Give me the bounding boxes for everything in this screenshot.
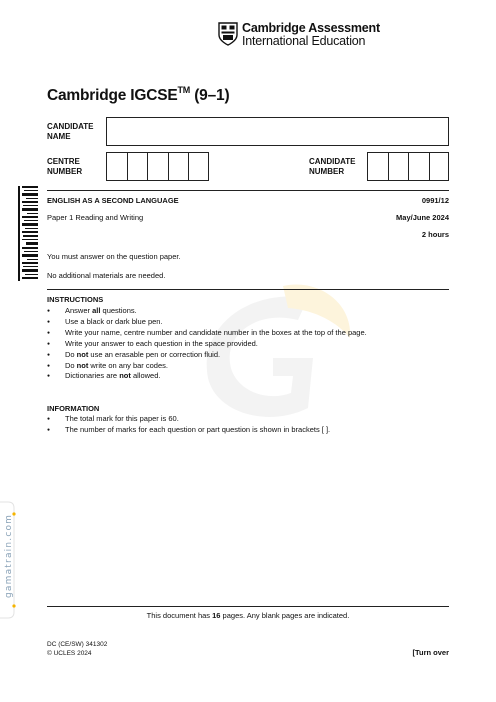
candidate-name-label-line2: NAME <box>47 132 71 141</box>
centre-number-label <box>47 157 82 177</box>
gamatrain-side-tag <box>0 500 22 620</box>
document-code: DC (CE/SW) 341302 <box>47 641 108 648</box>
centre-number-label-line2: NUMBER <box>47 167 83 176</box>
candidate-name-field[interactable] <box>106 117 449 146</box>
candidate-number-label-line1: CANDIDATE <box>309 157 356 166</box>
pages-note: This document has 16 pages. Any blank pages are indicated. <box>146 611 350 620</box>
candidate-number-label-line2: NUMBER <box>309 167 345 176</box>
centre-number-field[interactable] <box>106 152 209 181</box>
list-item: ● Answer all questions. <box>47 306 367 317</box>
candidate-number-cell[interactable] <box>367 152 388 181</box>
information-heading: INFORMATION <box>47 404 100 413</box>
list-item: ● Do not write on any bar codes. <box>47 361 367 372</box>
title-suffix: (9–1) <box>194 87 230 105</box>
list-item: ● Do not use an erasable pen or correction fluid. <box>47 350 367 361</box>
paper-name: Paper 1 Reading and Writing <box>47 213 144 222</box>
list-item: ● Dictionaries are not allowed. <box>47 371 367 382</box>
list-item: ● The total mark for this paper is 60. <box>47 414 330 425</box>
list-item: ● Write your name, centre number and candidate number in the boxes at the top of the page. <box>47 328 367 339</box>
footer-codes <box>47 640 107 658</box>
list-item: ● Write your answer to each question in the space provided. <box>47 339 367 350</box>
paper-code: 0991/12 <box>421 196 449 205</box>
logo-line-2: International Education <box>242 34 366 48</box>
exam-session: May/June 2024 <box>396 213 449 222</box>
candidate-name-label-line1: CANDIDATE <box>47 122 94 131</box>
cambridge-logo <box>218 22 380 48</box>
title-trademark: TM <box>177 85 191 95</box>
title-main: Cambridge IGCSE <box>47 87 178 105</box>
divider <box>47 289 449 290</box>
instructions-heading: INSTRUCTIONS <box>47 295 104 304</box>
answer-note: You must answer on the question paper. <box>47 252 181 261</box>
logo-line-1: Cambridge Assessment <box>242 21 380 35</box>
candidate-number-cell[interactable] <box>388 152 409 181</box>
centre-number-cell[interactable] <box>127 152 148 181</box>
divider <box>47 606 449 607</box>
centre-number-label-line1: CENTRE <box>47 157 80 166</box>
list-item: ● The number of marks for each question or part question is shown in brackets [ ]. <box>47 425 330 436</box>
candidate-number-label <box>309 157 356 177</box>
barcode-image <box>18 186 38 281</box>
candidate-number-field[interactable] <box>367 152 449 181</box>
centre-number-cell[interactable] <box>188 152 209 181</box>
materials-note: No additional materials are needed. <box>47 271 166 280</box>
subject-title: ENGLISH AS A SECOND LANGUAGE <box>47 196 179 205</box>
page-title <box>47 86 229 105</box>
candidate-number-cell[interactable] <box>408 152 429 181</box>
centre-number-cell[interactable] <box>106 152 127 181</box>
candidate-number-cell[interactable] <box>429 152 450 181</box>
candidate-name-label <box>47 122 94 142</box>
information-list <box>47 414 330 436</box>
divider <box>47 190 449 191</box>
turn-over: [Turn over <box>412 648 449 657</box>
instructions-list <box>47 306 367 382</box>
list-item: ● Use a black or dark blue pen. <box>47 317 367 328</box>
crest-shield-icon <box>218 22 238 46</box>
copyright: © UCLES 2024 <box>47 650 92 657</box>
centre-number-cell[interactable] <box>168 152 189 181</box>
centre-number-cell[interactable] <box>147 152 168 181</box>
exam-duration: 2 hours <box>421 230 449 239</box>
side-tag-text: gamatrain.com <box>4 513 14 598</box>
